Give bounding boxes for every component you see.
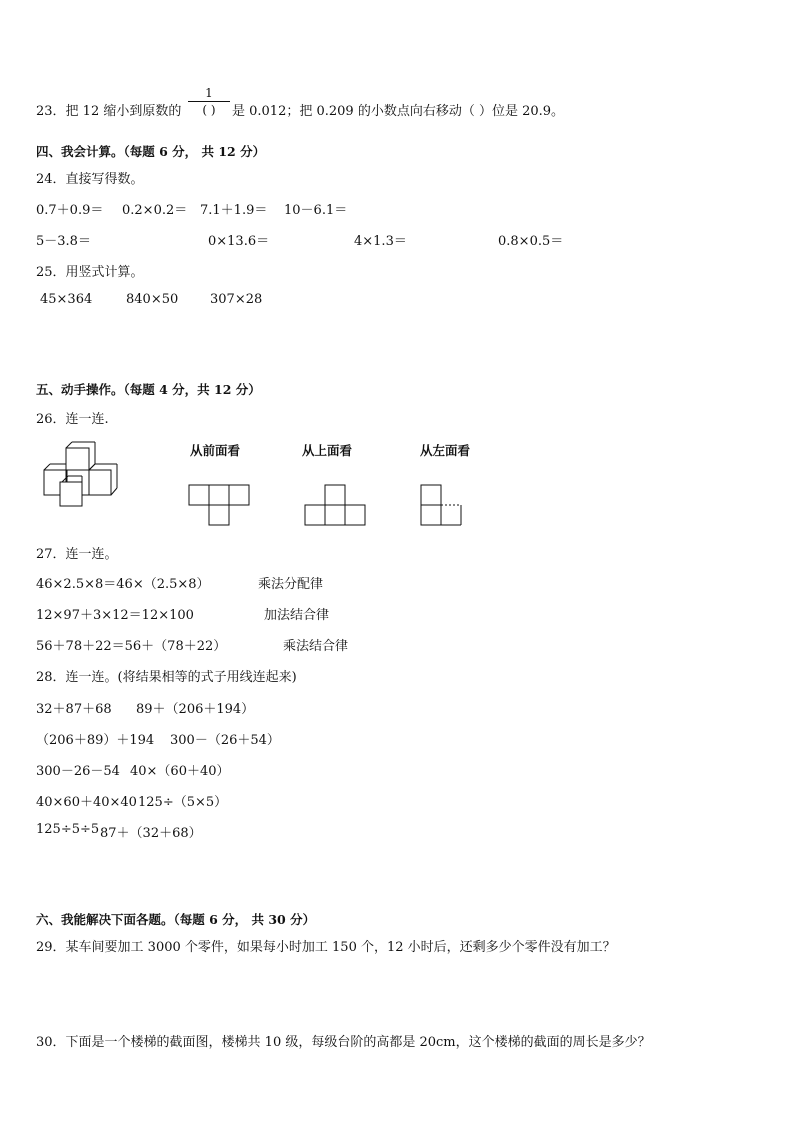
q28-right-item: 89＋（206＋194） [136,702,255,717]
fraction-blank [188,86,230,117]
q27-left-item: 56＋78＋22＝56＋（78＋22） [36,639,227,654]
q28-right-item: 125÷（5×5） [138,795,228,810]
q27-right-item: 加法结合律 [264,608,330,623]
q24-item: 0.7＋0.9＝ [36,203,104,218]
q25-title: 25．用竖式计算。 [36,265,144,280]
q27-right-item: 乘法结合律 [283,639,349,654]
q27-right-item: 乘法分配律 [258,577,324,592]
fraction-denominator: ( ) [202,103,216,117]
q24-item: 4×1.3＝ [354,234,407,249]
q24-item: 0×13.6＝ [208,234,270,249]
section-4-title: 四、我会计算。（每题 6 分， 共 12 分） [36,144,266,159]
q28-title: 28．连一连。(将结果相等的式子用线连起来) [36,670,297,685]
view-figure-top [302,482,372,530]
q25-item: 307×28 [210,292,263,307]
view-figure-left [418,482,468,530]
q24-item: 10－6.1＝ [284,203,348,218]
q24-item: 0.2×0.2＝ [122,203,188,218]
q24-item: 7.1＋1.9＝ [200,203,268,218]
q28-left-item: 300－26－54 [36,764,120,779]
section-5-title: 五、动手操作。（每题 4 分，共 12 分） [36,382,261,397]
cube-stack-figure [40,440,140,510]
q23-after: 是 0.012；把 0.209 的小数点向右移动（ ）位是 20.9。 [232,104,565,119]
fraction-numerator: 1 [205,86,213,100]
q27-left-item: 12×97＋3×12＝12×100 [36,608,194,623]
q28-left-item: （206＋89）＋194 [36,733,155,748]
view-label-top: 从上面看 [302,443,353,458]
q28-left-item: 40×60＋40×40 [36,795,137,810]
q25-item: 840×50 [126,292,179,307]
q27-title: 27．连一连。 [36,547,118,562]
q23-before: 23．把 12 缩小到原数的 [36,104,182,119]
q24-title: 24．直接写得数。 [36,172,144,187]
section-6-title: 六、我能解决下面各题。（每题 6 分， 共 30 分） [36,912,316,927]
q24-item: 5－3.8＝ [36,234,91,249]
q25-item: 45×364 [40,292,93,307]
q30-text: 30．下面是一个楼梯的截面图，楼梯共 10 级，每级台阶的高都是 20cm，这个楼梯的截面的周长是多少？ [36,1035,651,1050]
q28-right-item: 300－（26＋54） [170,733,280,748]
fraction-bar [188,101,230,102]
view-label-left: 从左面看 [420,443,471,458]
view-figure-front [186,482,256,530]
view-label-front: 从前面看 [190,443,241,458]
q28-left-item: 32＋87＋68 [36,702,112,717]
q24-item: 0.8×0.5＝ [498,234,564,249]
q28-left-item: 125÷5÷5 [36,822,100,837]
q27-left-item: 46×2.5×8＝46×（2.5×8） [36,577,210,592]
q26-title: 26．连一连. [36,412,109,427]
q28-right-item: 40×（60＋40） [130,764,230,779]
q29-text: 29．某车间要加工 3000 个零件，如果每小时加工 150 个，12 小时后，还剩多少个零件没有加工？ [36,940,616,955]
q28-right-item: 87＋（32＋68） [100,826,202,841]
